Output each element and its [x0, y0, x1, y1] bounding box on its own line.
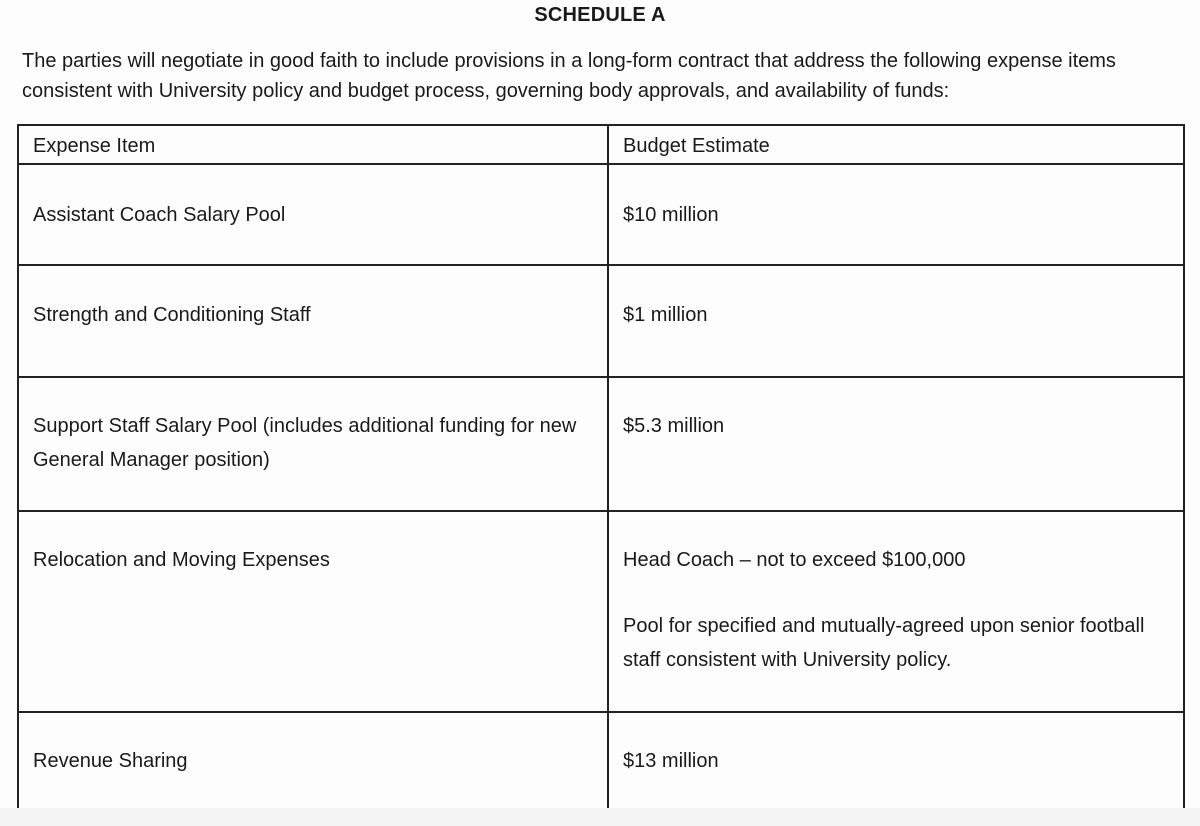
budget-estimate-cell [608, 712, 1184, 812]
page-title: SCHEDULE A [534, 4, 666, 26]
budget-estimate-text: $10 million [623, 204, 719, 226]
table-row [18, 511, 1184, 712]
budget-estimate-cell [608, 265, 1184, 377]
table-row [18, 164, 1184, 265]
table-header-row [18, 125, 1184, 164]
table-row [18, 712, 1184, 812]
header-expense-item-label: Expense Item [33, 135, 156, 157]
expense-item-text: Revenue Sharing [33, 750, 188, 772]
expense-table [17, 124, 1185, 813]
expense-item-text: Support Staff Salary Pool (includes additional funding for new General Manager position) [33, 415, 577, 471]
budget-estimate-text: $5.3 million [623, 415, 725, 437]
header-budget-estimate-label: Budget Estimate [623, 135, 770, 157]
expense-item-cell [18, 164, 608, 265]
header-budget-estimate [608, 125, 1184, 164]
budget-estimate-cell [608, 164, 1184, 265]
expense-item-cell [18, 377, 608, 511]
budget-estimate-text: $13 million [623, 750, 719, 772]
expense-item-text: Strength and Conditioning Staff [33, 304, 311, 326]
header-expense-item [18, 125, 608, 164]
expense-item-cell [18, 712, 608, 812]
budget-estimate-text: $1 million [623, 304, 708, 326]
paragraph-gap [623, 577, 1169, 609]
expense-item-text: Relocation and Moving Expenses [33, 549, 330, 571]
expense-item-cell [18, 265, 608, 377]
page-bottom-edge [0, 808, 1200, 826]
budget-estimate-text: Head Coach – not to exceed $100,000 [623, 549, 966, 571]
expense-item-text: Assistant Coach Salary Pool [33, 204, 286, 226]
budget-estimate-note: Pool for specified and mutually-agreed upon senior football staff consistent with University policy. [623, 615, 1145, 671]
table-row [18, 377, 1184, 511]
expense-item-cell [18, 511, 608, 712]
budget-estimate-cell [608, 511, 1184, 712]
table-row [18, 265, 1184, 377]
intro-paragraph: The parties will negotiate in good faith to include provisions in a long-form contract that address the following expense items consistent with University policy and budget process, governing body approvals, and availability of funds: [22, 50, 1116, 102]
budget-estimate-cell [608, 377, 1184, 511]
